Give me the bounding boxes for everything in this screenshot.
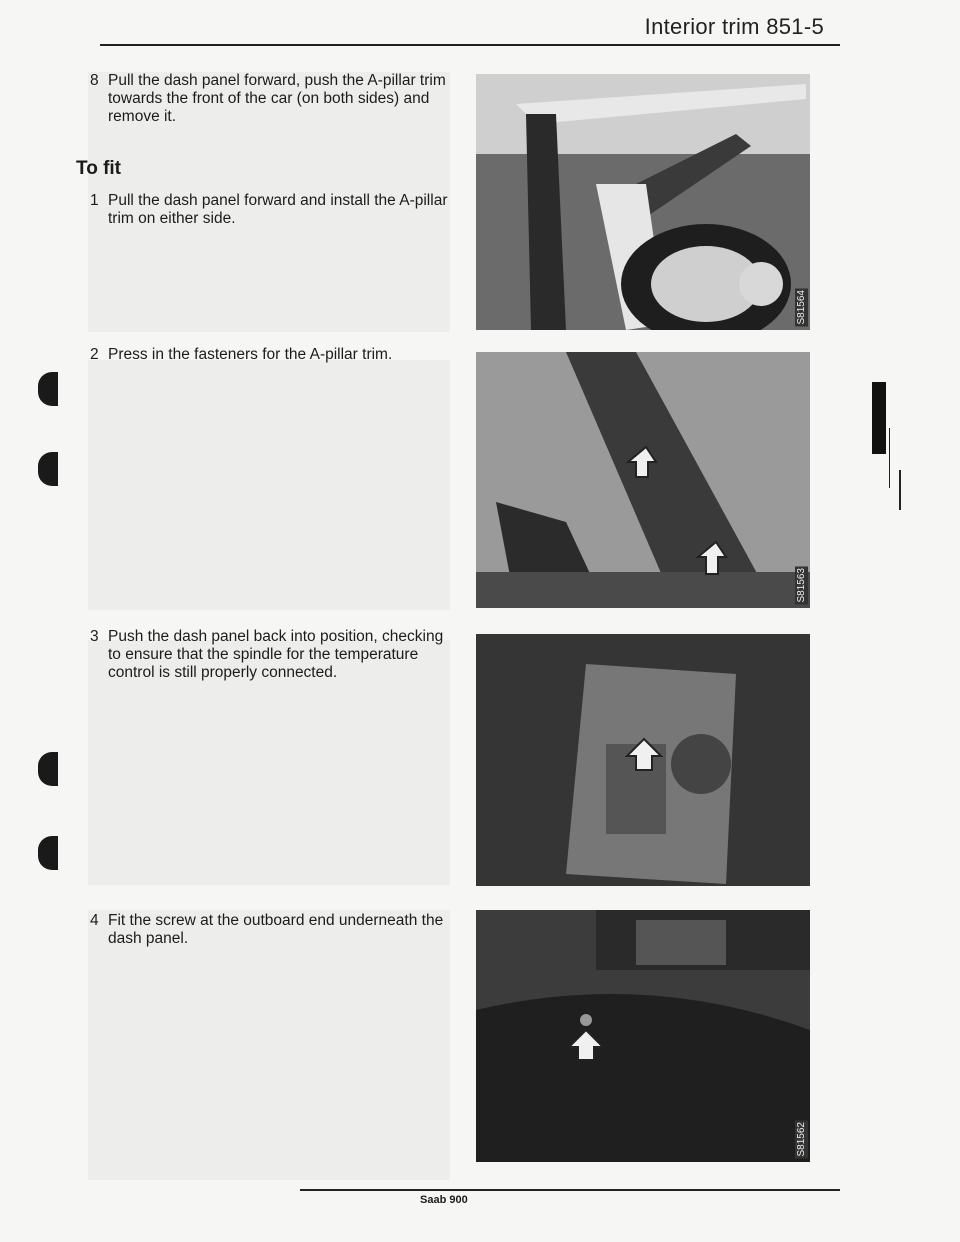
step-text: Pull the dash panel forward, push the A-pillar trim towards the front of the car (on both sides) and remove it. [108, 72, 446, 125]
footer-rule [300, 1189, 840, 1191]
step-item [90, 346, 450, 364]
step-number: 1 [90, 192, 99, 209]
step-number: 3 [90, 628, 99, 645]
header-rule [100, 44, 840, 46]
figure-photo [476, 910, 810, 1162]
photo-dash-panel-opening-icon [476, 634, 810, 886]
page-title: Interior trim 851-5 [644, 14, 824, 39]
figure-id: S81564 [796, 289, 807, 324]
figure-photo [476, 74, 810, 330]
step-text: Pull the dash panel forward and install the A-pillar trim on either side. [108, 192, 448, 227]
step-item [90, 72, 450, 126]
figure-photo [476, 352, 810, 608]
section-tab [872, 382, 886, 454]
step-number: 4 [90, 912, 99, 929]
figure-id: S81562 [796, 1121, 807, 1156]
step-number: 2 [90, 346, 99, 363]
step-number: 8 [90, 72, 99, 89]
footer-text: Saab 900 [420, 1194, 468, 1206]
figure-photo [476, 634, 810, 886]
ghost-region [88, 910, 450, 1180]
binding-hole [38, 452, 58, 486]
step-item [90, 912, 450, 948]
binding-hole [38, 372, 58, 406]
step-text: Fit the screw at the outboard end underneath the dash panel. [108, 912, 444, 947]
step-text: Press in the fasteners for the A-pillar trim. [108, 346, 393, 363]
step-item [90, 628, 450, 682]
tab-line [889, 428, 890, 488]
photo-a-pillar-removal-icon [476, 74, 810, 330]
tab-line [899, 470, 901, 510]
figure-id: S81563 [796, 567, 807, 602]
ghost-region [88, 360, 450, 610]
section-heading: To fit [76, 158, 122, 179]
step-item [90, 192, 450, 228]
binding-hole [38, 836, 58, 870]
step-text: Push the dash panel back into position, checking to ensure that the spindle for the temperature control is still properly connected. [108, 628, 444, 681]
binding-hole [38, 752, 58, 786]
photo-a-pillar-fasteners-icon [476, 352, 810, 608]
photo-dash-screw-icon [476, 910, 810, 1162]
